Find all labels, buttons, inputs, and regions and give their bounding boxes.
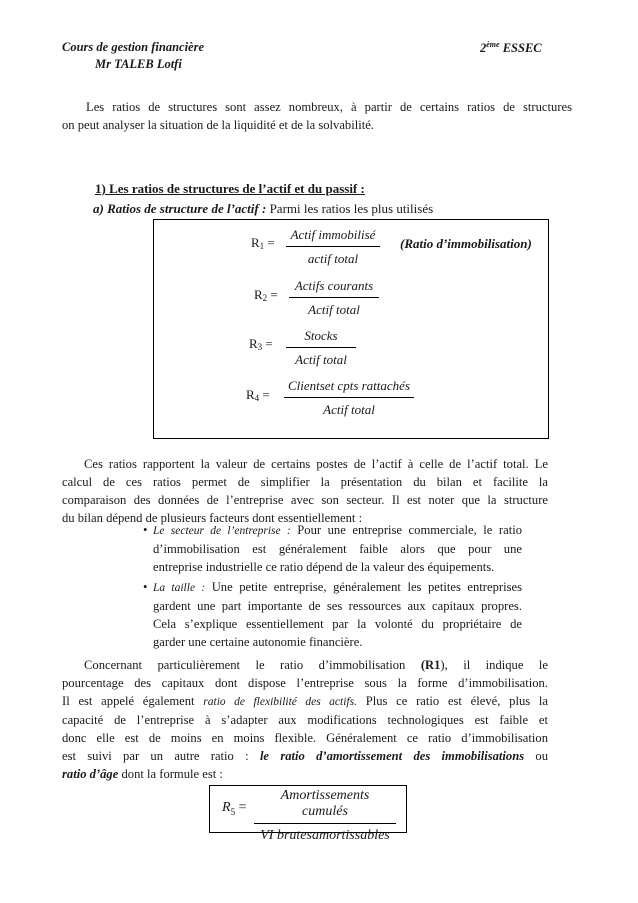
ratio-label: $R_1$ =	[251, 235, 275, 251]
ratio-fraction	[286, 227, 380, 267]
intro-line: on peut analyser la situation de la liquidité et de la solvabilité.	[62, 118, 374, 132]
bullet-text: entreprise industrielle ce ratio dépend de la valeur des équipements.	[153, 560, 495, 574]
intro-line: Les ratios de structures sont assez nombreux, à partir de certains ratios de structures	[86, 100, 572, 114]
ratio-numerator: Actifs courants	[294, 278, 374, 293]
ratio-fraction	[286, 328, 356, 368]
ratio-numerator: Actif immobilisé	[290, 227, 376, 242]
ratio-label: $R_4$ =	[246, 387, 270, 403]
bullet-term: La taille :	[153, 582, 206, 594]
subsection-label: a) Ratios de structure de l’actif :	[93, 201, 267, 216]
bullet-dot-icon: •	[143, 580, 148, 594]
author-name: Mr TALEB Lotfi	[95, 57, 182, 71]
level-label	[480, 40, 542, 56]
ratio5-denominator: VI brutesamortissables	[254, 823, 396, 844]
bullet-item	[143, 578, 522, 651]
ratio5-label: $R_5$ =	[222, 800, 247, 817]
bullet-text: Cela s’explique essentiellement par la volonté du propriétaire de	[153, 617, 522, 631]
ratio-denominator: actif total	[286, 246, 380, 267]
ratio5-numerator: Amortissements cumulés	[280, 788, 370, 819]
paragraph-line: calcul de ces ratios permet de simplifier la présentation du bilan et facilite la	[62, 475, 548, 489]
ratio-denominator: Actif total	[289, 297, 379, 318]
bullet-text: d’immobilisation est généralement faible alors que pour une	[153, 542, 522, 556]
ratio-numerator: Stocks	[304, 328, 338, 343]
level-superscript: ème	[486, 40, 500, 49]
bullet-text: garder une certaine autonomie financière.	[153, 635, 363, 649]
intro-paragraph	[62, 98, 572, 134]
level-school: ESSEC	[499, 41, 542, 56]
ratio-numerator: Clientset cpts rattachés	[287, 378, 411, 393]
ratio-fraction	[284, 378, 414, 418]
bullet-text: Une petite entreprise, généralement les petites entreprises	[205, 580, 522, 594]
ratio-label: $R_2$ =	[254, 287, 278, 303]
level-number: 2	[480, 41, 487, 56]
immobilisation-paragraph: Concernant particulièrement le ratio d’immobilisation (R1), il indique le pourcentage des capitaux dont dispose l’entreprise sous la forme d’immobilisation. Il est appelé également ratio de flexibilité des actifs. Plus ce ratio est élevé, plus la capacité de l’entreprise à s’adapter aux modifications technologiques est faible et donc elle est de moins en moins flexible. Généralement ce ratio d’immobilisation est suivi par un autre ratio : le ratio d’amortissement des immobilisations ou ratio d’âge dont la formule est :	[62, 658, 548, 781]
bullet-dot-icon: •	[143, 523, 148, 537]
bullet-text: Pour une entreprise commerciale, le ratio	[290, 523, 523, 537]
ratio-fraction	[289, 278, 379, 318]
bullet-text: gardent une part importante de ses ressources aux capitaux propres.	[153, 599, 522, 613]
subsection-rest: Parmi les ratios les plus utilisés	[266, 201, 434, 216]
paragraph-line: Ces ratios rapportent la valeur de certains postes de l’actif à celle de l’actif total. Le	[84, 457, 548, 471]
subsection-heading	[93, 201, 433, 217]
ratio-label: $R_3$ =	[249, 336, 273, 352]
ratio5-fraction	[254, 788, 396, 844]
course-title: Cours de gestion financière	[62, 40, 205, 54]
bullet-item	[143, 521, 523, 576]
paragraph-line: comparaison des données de l’entreprise avec son secteur. Il est noter que la structure	[62, 493, 548, 507]
ratio-note: (Ratio d’immobilisation)	[400, 236, 532, 251]
bullet-term: Le secteur de l’entreprise :	[153, 525, 291, 537]
section-heading: 1) Les ratios de structures de l’actif et du passif :	[95, 181, 365, 196]
ratio-denominator: Actif total	[284, 397, 414, 418]
paragraph-line: du bilan dépend de plusieurs facteurs dont essentiellement :	[62, 511, 363, 525]
explanation-paragraph	[62, 455, 548, 527]
ratio-denominator: Actif total	[286, 347, 356, 368]
